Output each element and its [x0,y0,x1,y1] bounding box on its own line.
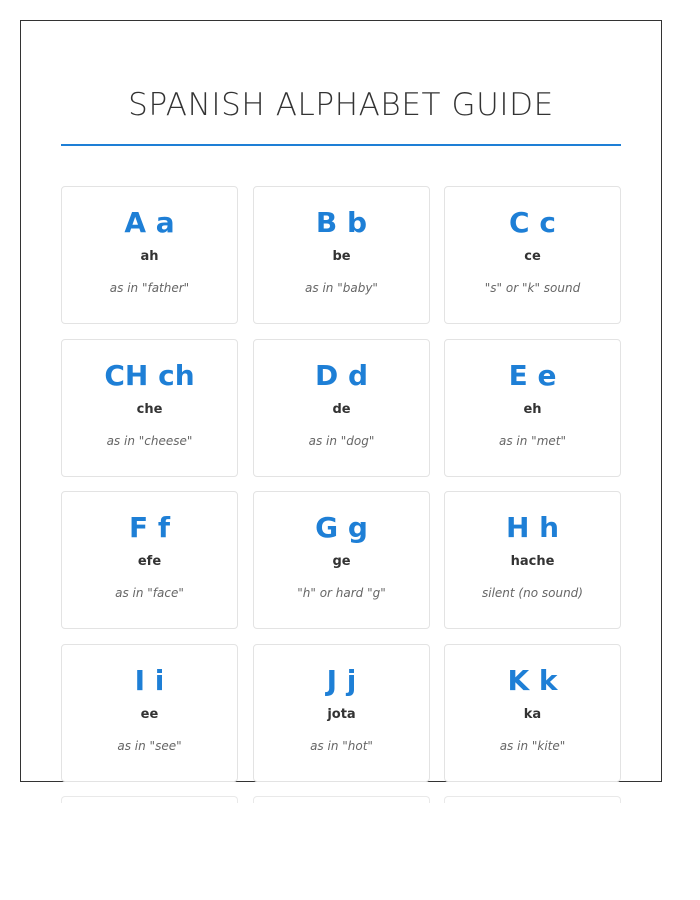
letter-name: ah [140,249,159,264]
letter-card-i [61,644,238,782]
letter-card-e [444,339,621,477]
letter-card-h [444,491,621,629]
page-title: SPANISH ALPHABET GUIDE [128,87,554,123]
letter-glyph: F f [128,511,171,544]
letter-name: che [136,402,163,417]
letter-glyph: E e [508,359,557,392]
pronunciation-hint: silent (no sound) [482,586,583,600]
letter-name: efe [137,554,162,569]
letter-name: ka [523,707,542,722]
letter-glyph: H h [505,511,560,544]
letter-glyph: C c [509,206,556,239]
clipped-card-top [444,796,621,803]
letter-card-d [253,339,430,477]
letter-name: ge [332,554,351,569]
letter-card-f [61,491,238,629]
pronunciation-hint: as in "met" [499,434,566,448]
letter-name: jota [327,707,356,722]
letter-name: ee [140,707,159,722]
letter-card-j [253,644,430,782]
letter-card-k [444,644,621,782]
pronunciation-hint: as in "cheese" [106,434,193,448]
letter-name: be [332,249,351,264]
letter-glyph: J j [326,664,357,697]
pronunciation-hint: as in "father" [109,281,190,295]
letter-glyph: G g [315,511,368,544]
letter-glyph: D d [314,359,369,392]
letter-glyph: A a [124,206,175,239]
pronunciation-hint: as in "baby" [305,281,378,295]
letter-glyph: CH ch [104,359,195,392]
pronunciation-hint: as in "see" [117,739,182,753]
letter-card-c [444,186,621,324]
pronunciation-hint: as in "face" [115,586,184,600]
letter-name: de [332,402,351,417]
letter-glyph: I i [134,664,165,697]
letter-card-a [61,186,238,324]
clipped-card-top [253,796,430,803]
pronunciation-hint: as in "hot" [310,739,373,753]
pronunciation-hint: as in "dog" [308,434,375,448]
title-divider [61,144,621,146]
letter-card-ch [61,339,238,477]
pronunciation-hint: "h" or hard "g" [297,586,386,600]
pronunciation-hint: "s" or "k" sound [484,281,581,295]
letter-name: eh [523,402,542,417]
letter-grid [61,186,621,802]
letter-name: hache [510,554,555,569]
clipped-card-top [61,796,238,803]
letter-name: ce [524,249,541,264]
letter-glyph: K k [507,664,558,697]
letter-glyph: B b [315,206,368,239]
pronunciation-hint: as in "kite" [499,739,566,753]
letter-card-g [253,491,430,629]
letter-card-b [253,186,430,324]
